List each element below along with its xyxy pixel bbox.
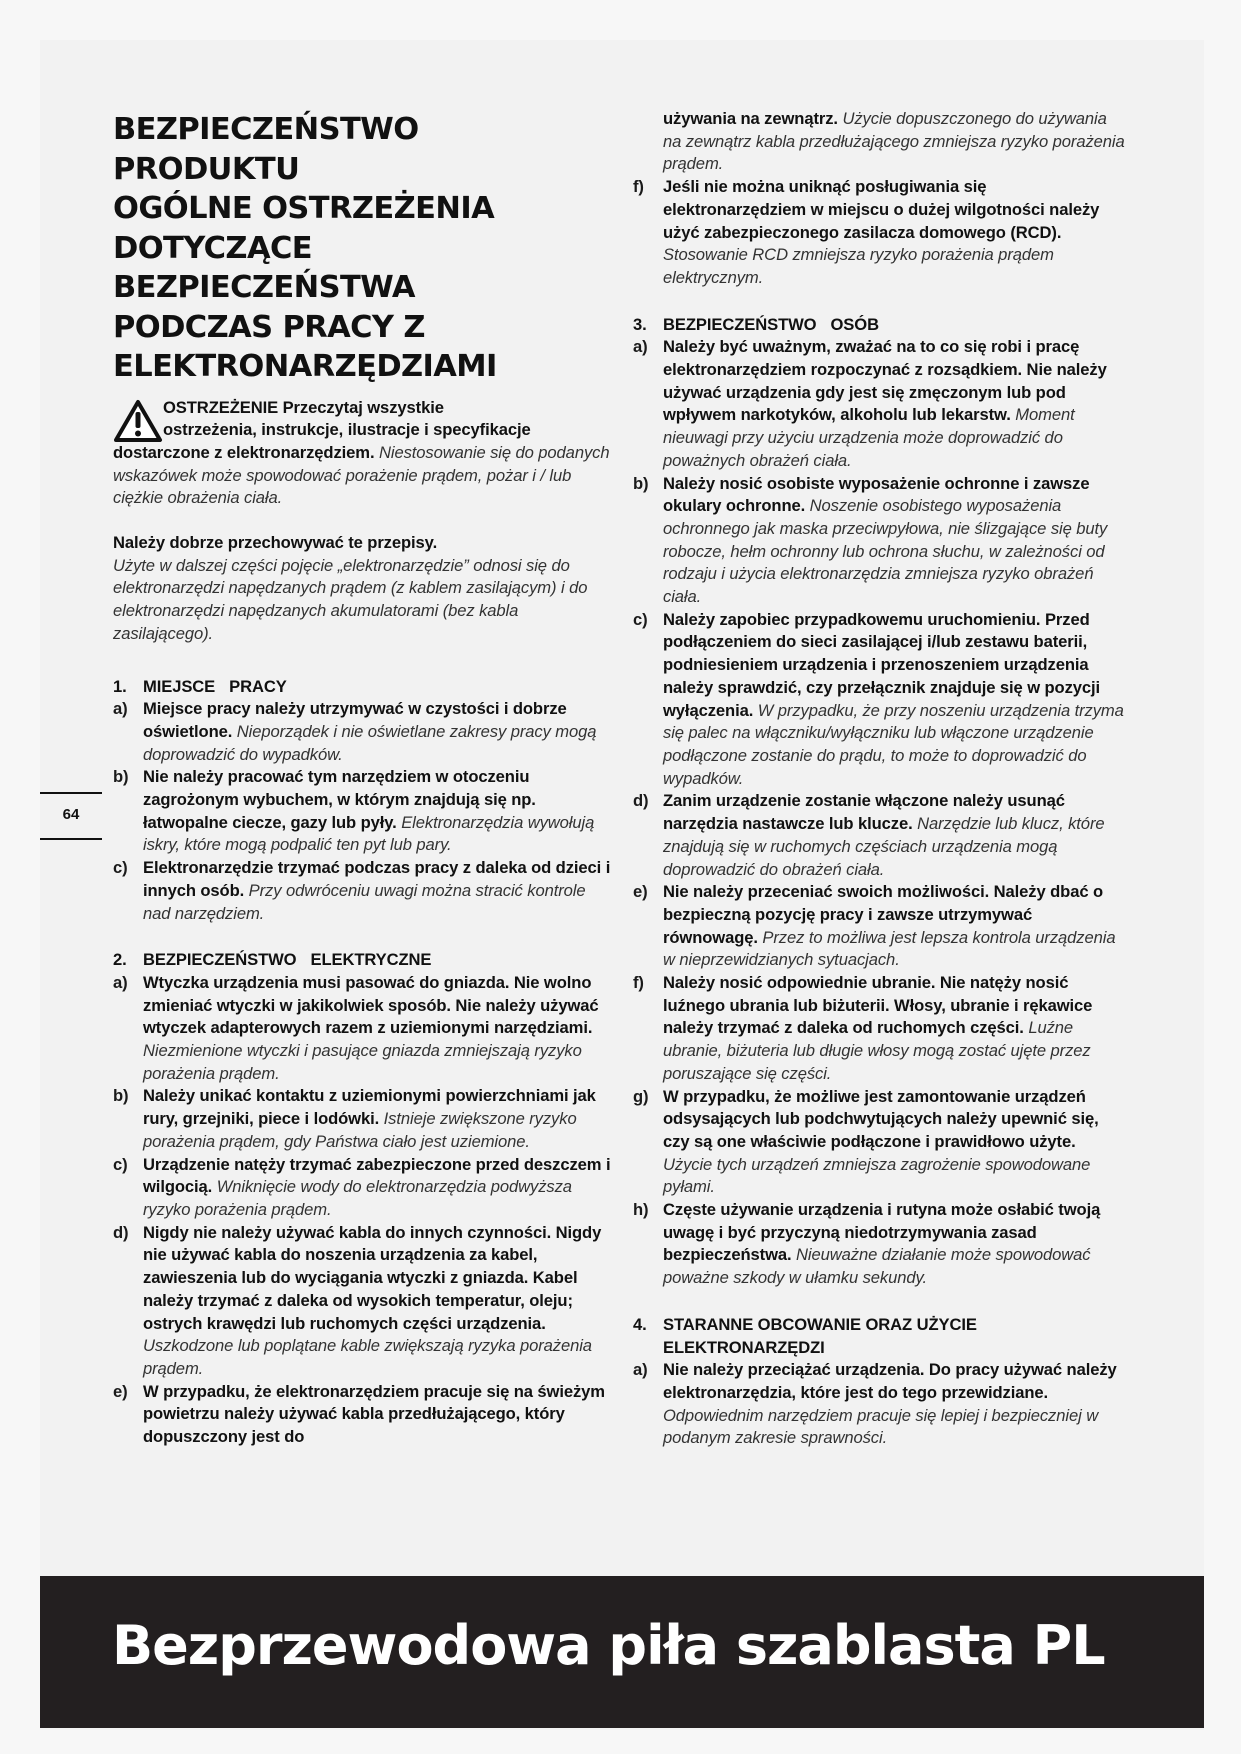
warning-text: Niestosowanie się do podanych wskazówek może spowodować porażenie prądem, pożar i / lub ciężkie obrażenia ciała. [113,442,610,508]
list-item [633,1359,1128,1450]
section-2-heading [113,949,613,972]
item-bold: Zanim urządzenie zostanie włączone należy usunąć narzędzia nastawcze lub klucze. [663,791,1065,834]
list-item [113,1154,613,1222]
page-number-rule [40,838,102,840]
item-text: Odpowiednim narzędziem pracuje się lepiej i bezpieczniej w podanym zakresie sprawności. [663,1405,1099,1448]
item-bold: Nie należy przeceniać swoich możliwości. Należy dbać o bezpieczną pozycję pracy i zawsze utrzymywać równowagę. [663,882,1104,947]
item-bold: Należy zapobiec przypadkowemu uruchomieniu. Przed podłączeniem do sieci zasilającej i/lub zestawu baterii, podniesieniem urządzenia i przenoszeniem urządzenia należy sprawdzić, czy przełącznik znajduje się w pozycji wyłączenia. [663,609,1101,720]
page-number: 64 [62,806,80,823]
item-letter: a) [113,699,128,719]
section-word: MIEJSCE [143,676,216,696]
title-line: BEZPIECZEŃSTWA [113,270,415,305]
warning-bold-line: ostrzeżenia, instrukcje, ilustracje i specyfikacje [163,420,531,440]
section-1-heading [113,676,613,699]
section-word: BEZPIECZEŃSTWO [143,950,297,970]
item-bold: Nigdy nie należy używać kabla do innych czynności. Nigdy nie używać kabla do noszenia urządzenia za kabel, zawieszenia lub do wyciągania wtyczki z gniazda. Kabel należy trzymać z daleka od wysokich temperatur, oleju; ostrych krawędzi lub ruchomych części urządzenia. [143,1222,602,1333]
item-text: Elektronarzędzia wywołują iskry, które mogą podpalić ten pyt lub pary. [143,812,595,855]
list-item [633,881,1128,972]
section-3-heading [633,314,1128,337]
item-letter: c) [113,1154,128,1174]
warning-triangle-icon [113,399,163,443]
item-text: Nieuważne działanie może spowodować poważne szkody w ułamku sekundy. [663,1245,1091,1288]
item-bold: Elektronarzędzie trzymać podczas pracy z daleka od dzieci i innych osób. [143,858,611,900]
item-text: Przez to możliwa jest lepsza kontrola urządzenia w nieprzewidzianych sytuacjach. [663,927,1116,970]
item-bold: Urządzenie natęży trzymać zabezpieczone przed deszczem i wilgocią. [143,1154,611,1197]
item-bold: Nie należy przeciążać urządzenia. Do pracy używać należy elektronarzędzia, które jest do tego przewidziane. [663,1360,1117,1402]
item-text: Luźne ubranie, biżuteria lub długie włosy mogą zostać ujęte przez poruszające się części. [663,1018,1091,1083]
item-text: Wniknięcie wody do elektronarzędzia podwyższa ryzyko porażenia prądem. [143,1177,572,1219]
footer-title: Bezprzewodowa piła szablasta PL [112,1614,1105,1677]
item-bold: Należy być uważnym, zważać na to co się robi i pracę elektronarzędziem rozpoczynać z rozsądkiem. Nie należy używać urządzenia gdy jest się zmęczonym lub pod wpływem narkotyków, alkoholu lub lekarstw. [663,337,1107,425]
warning-bold-line: dostarczone z elektronarzędziem. [113,442,375,462]
list-item [633,609,1128,791]
list-item [113,1222,613,1381]
item-bold: Należy nosić osobiste wyposażenie ochronne i zawsze okulary ochronne. [663,473,1090,516]
item-letter: a) [113,972,128,992]
item-text: Istnieje zwiększone ryzyko porażenia prądem, gdy Państwa ciało jest uziemione. [143,1109,577,1151]
list-item [633,176,1128,290]
item-bold: W przypadku, że elektronarzędziem pracuje się na świeżym powietrzu należy używać kabla przedłużającego, który dopuszczony jest do [143,1381,605,1447]
list-item [633,473,1128,609]
footer-band [40,1576,1204,1728]
list-item-continued [633,108,1128,176]
title-line: PRODUKTU [113,151,300,187]
section-number: 4. [633,1314,647,1334]
section-title-line: STARANNE OBCOWANIE ORAZ UŻYCIE [663,1314,977,1334]
item-bold: W przypadku, że możliwe jest zamontowanie urządzeń odsysających lub podchwytujących należy upewnić się, czy są one właściwie podłączone i prawidłowo użyte. [663,1086,1099,1151]
item-bold: Wtyczka urządzenia musi pasować do gniazda. Nie wolno zmieniać wtyczki w jakikolwiek sposób. Nie należy używać wtyczek adapterowych razem z uziemionymi narzędziami. [143,972,599,1038]
warning-bold-line: OSTRZEŻENIE Przeczytaj wszystkie [163,397,444,417]
item-text: Moment nieuwagi przy użyciu urządzenia może doprowadzić do poważnych obrażeń ciała. [663,405,1075,470]
item-letter: b) [113,767,129,787]
list-item [113,857,613,925]
item-letter: d) [633,791,649,811]
section-number: 3. [633,314,647,334]
list-item [113,1381,613,1449]
section-number: 2. [113,950,127,970]
item-letter: f) [633,973,644,993]
item-letter: a) [633,1360,648,1380]
item-text: Noszenie osobistego wyposażenia ochronnego jak maska przeciwpyłowa, nie ślizgające się buty robocze, hełm ochronny lub ochrona słuchu, w zależności od rodzaju i użycia elektronarzędzia zmniejsza ryzyko obrażeń ciała. [663,496,1108,607]
item-bold: Jeśli nie można uniknąć posługiwania się elektronarzędziem w miejscu o dużej wilgotności należy użyć zabezpieczonego zasilacza domowego (RCD). [663,177,1100,242]
item-bold: Należy nosić odpowiednie ubranie. Nie natęży nosić luźnego ubrania lub biżuterii. Włosy, ubranie i rękawice należy trzymać z daleka od ruchomych części. [663,973,1093,1038]
section-title-line: ELEKTRONARZĘDZI [663,1337,825,1357]
list-item [633,972,1128,1086]
item-letter: a) [633,337,648,357]
main-title [113,110,613,387]
list-item [633,790,1128,881]
section-word: ELEKTRYCZNE [310,950,432,970]
item-bold: używania na zewnątrz. [663,109,838,128]
page-number-rule [40,792,102,794]
item-letter: e) [633,882,648,902]
item-letter: h) [633,1200,649,1220]
item-letter: e) [113,1381,128,1401]
section-word: OSÓB [830,314,879,334]
title-line: ELEKTRONARZĘDZIAMI [113,349,497,384]
item-letter: b) [113,1086,129,1106]
right-column [633,108,1128,1450]
section-word: BEZPIECZEŃSTWO [663,314,817,334]
item-letter: d) [113,1222,129,1242]
item-text: Narzędzie lub klucz, które znajdują się w ruchomych częściach urządzenia mogą doprowadzić do obrażeń ciała. [663,814,1105,879]
item-bold: Należy unikać kontaktu z uziemionymi powierzchniami jak rury, grzejniki, piece i lodówki. [143,1086,596,1129]
warning-block [113,397,613,511]
item-text: Nieporządek i nie oświetlane zakresy pracy mogą doprowadzić do wypadków. [143,721,597,764]
item-text: Użycie tych urządzeń zmniejsza zagrożenie spowodowane pyłami. [663,1154,1091,1197]
title-line: BEZPIECZEŃSTWO [113,112,419,147]
item-letter: g) [633,1086,649,1106]
title-line: OGÓLNE OSTRZEŻENIA [113,191,495,226]
list-item [633,1086,1128,1200]
item-letter: f) [633,177,644,197]
list-item [113,1085,613,1153]
item-text: Przy odwróceniu uwagi można stracić kontrole nad narzędziem. [143,880,586,923]
list-item [113,972,613,1086]
keep-instructions-text: Użyte w dalszej części pojęcie „elektronarzędzie” odnosi się do elektronarzędzi napędzanych prądem (z kablem zasilającym) i do elektronarzędzi napędzanych akumulatorami (bez kabla zasilającego). [113,555,588,643]
item-text: Uszkodzone lub poplątane kable zwiększają ryzyka porażenia prądem. [143,1336,592,1378]
keep-instructions-heading: Należy dobrze przechowywać te przepisy. [113,533,438,553]
item-letter: c) [113,858,128,878]
list-item [633,336,1128,472]
section-number: 1. [113,676,127,696]
item-text: Niezmienione wtyczki i pasujące gniazda zmniejszają ryzyko porażenia prądem. [143,1041,582,1083]
section-word: PRACY [229,676,287,696]
item-bold: Miejsce pracy należy utrzymywać w czystości i dobrze oświetlone. [143,699,567,741]
item-letter: b) [633,473,649,493]
item-text: Użycie dopuszczonego do używania na zewnątrz kabla przedłużającego zmniejsza ryzyko porażenia prądem. [663,109,1125,174]
page-number-marker [40,792,102,840]
list-item [113,698,613,766]
title-line: PODCZAS PRACY Z [113,309,425,345]
title-line: DOTYCZĄCE [113,230,312,266]
item-bold: Nie należy pracować tym narzędziem w otoczeniu zagrożonym wybuchem, w którym znajdują się np. łatwopalne ciecze, gazy lub pyły. [143,767,536,832]
item-text: W przypadku, że przy noszeniu urządzenia trzyma się palec na włączniku/wyłączniku lub włączone urządzenie podłączone zostanie do prądu, to może to doprowadzić do wypadków. [663,700,1124,788]
item-letter: c) [633,609,648,629]
left-column [113,110,613,1449]
list-item [113,766,613,857]
section-4-heading [633,1314,1128,1359]
list-item [633,1199,1128,1290]
item-bold: Częste używanie urządzenia i rutyna może osłabić twoją uwagę i być przyczyną niedotrzymywania zasad bezpieczeństwa. [663,1200,1101,1265]
item-text: Stosowanie RCD zmniejsza ryzyko porażenia prądem elektrycznym. [663,245,1054,287]
